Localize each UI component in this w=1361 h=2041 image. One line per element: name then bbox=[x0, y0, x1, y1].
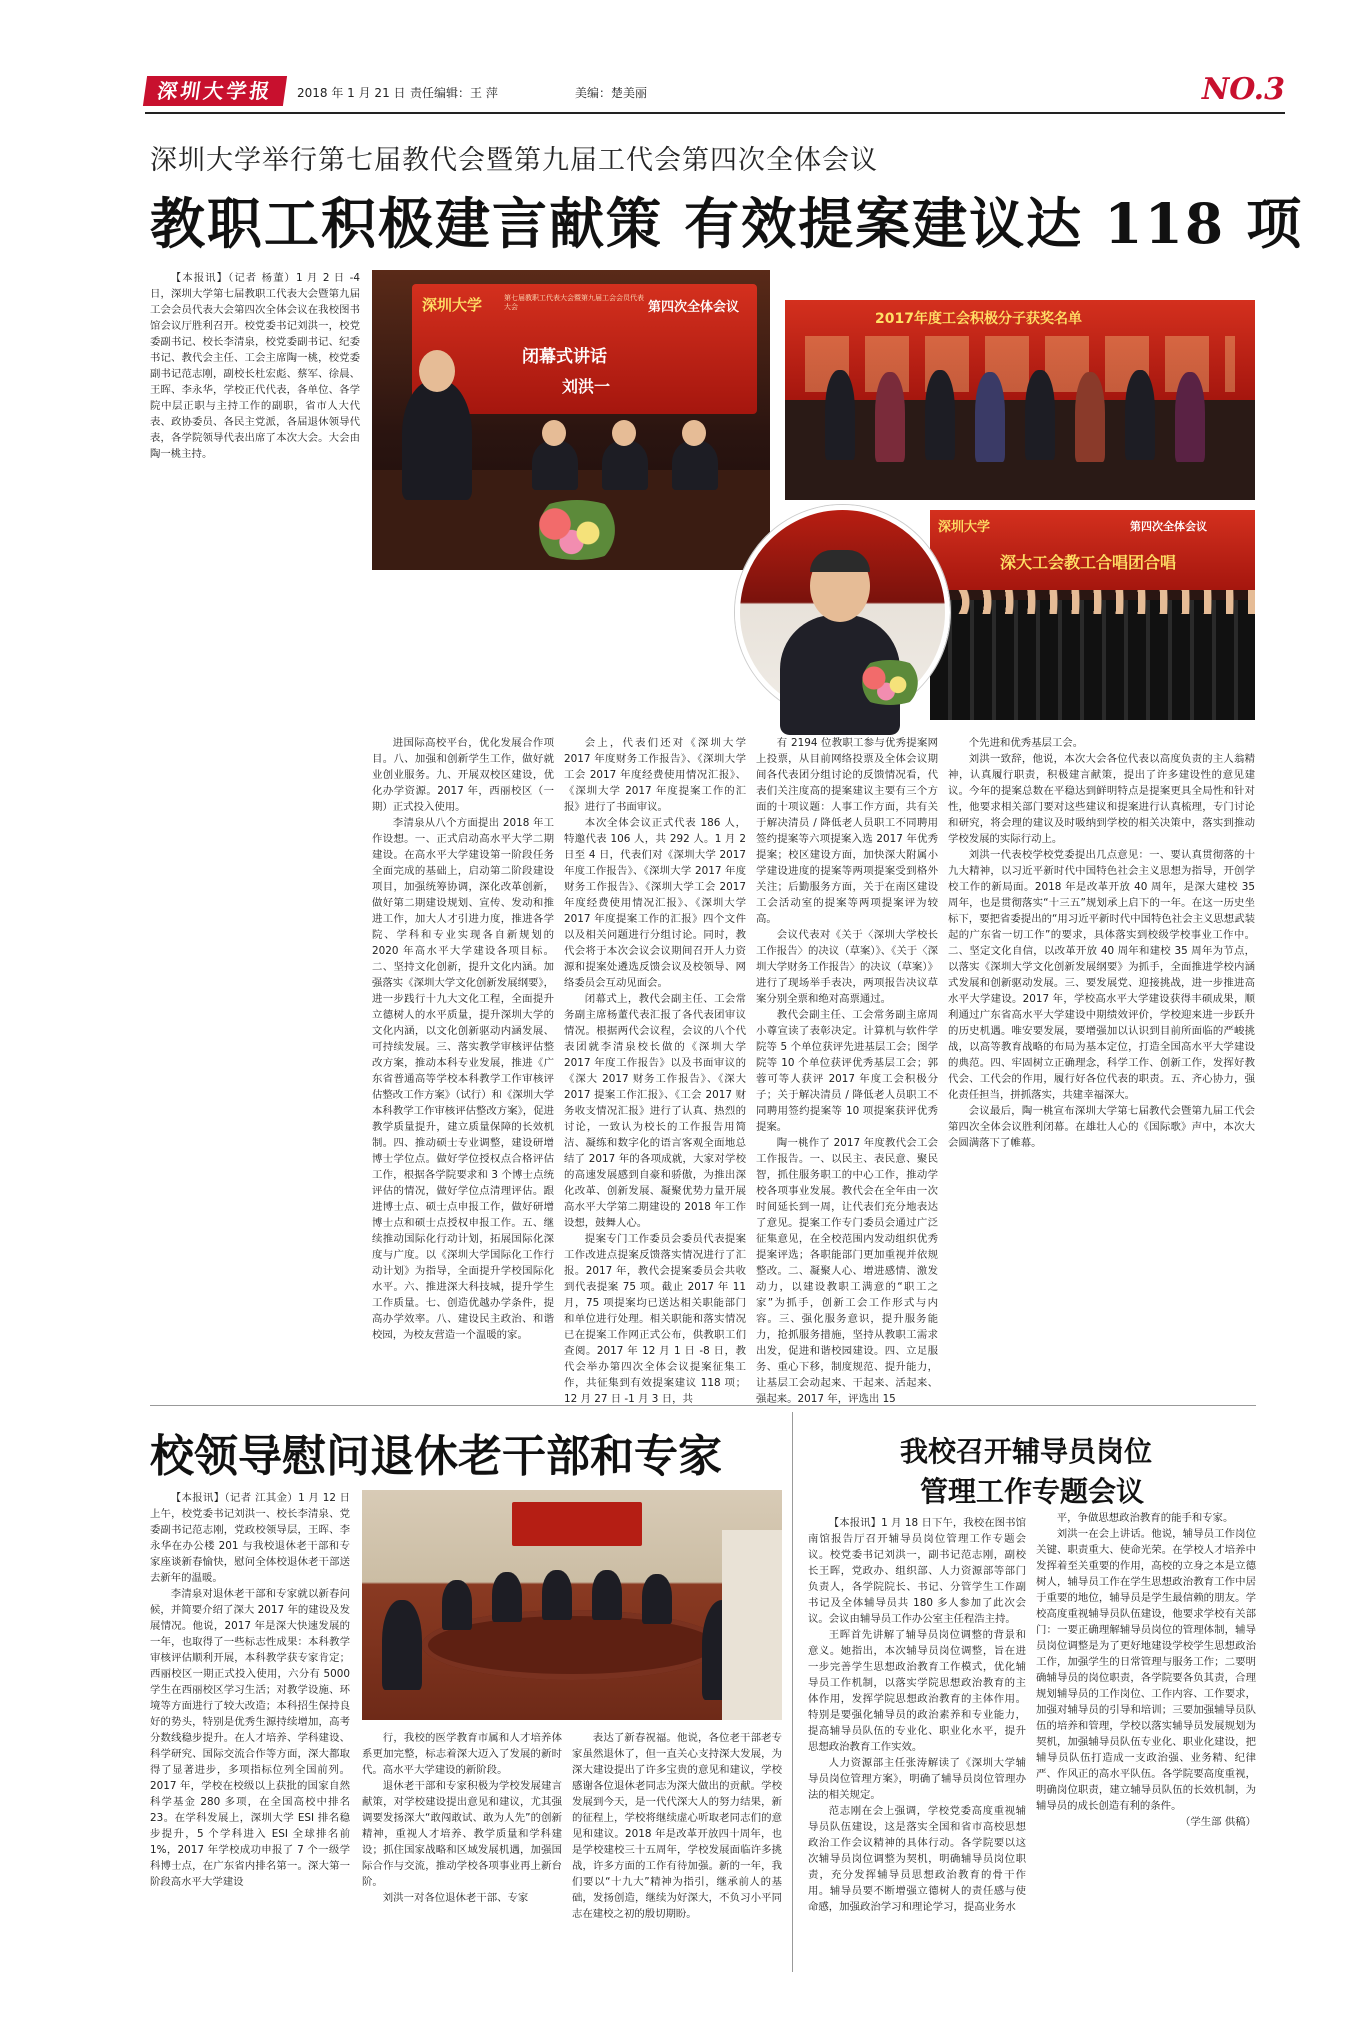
attendee-figure bbox=[532, 440, 578, 490]
awardee-figure bbox=[1025, 370, 1055, 460]
photo-speaker-closeup bbox=[735, 505, 950, 720]
lead-col5-para-4: 会议最后，陶一桃宣布深圳大学第七届教代会暨第九届工代会第四次全体会议胜利闭幕。在雄壮人心的《国际歌》声中，本次大会圆满落下了帷幕。 bbox=[948, 1105, 1255, 1149]
banner-subtitle: 第七届教职工代表大会暨第九届工会会员代表大会 bbox=[504, 294, 644, 311]
attendee-head bbox=[612, 420, 636, 446]
attendee-figure bbox=[602, 440, 648, 490]
photo-award-ceremony bbox=[785, 300, 1255, 500]
column-divider bbox=[792, 1412, 793, 1972]
participant-figure bbox=[492, 1572, 522, 1622]
choir-banner-title: 深大工会教工合唱团合唱 bbox=[1000, 553, 1177, 572]
lead-col2-para-1: 进国际高校平台，优化发展合作项目。八、加强和创新学生工作，做好就业创业服务。九、开展双校区建设，优化办学资源。2017 年，西丽校区（一期）正式投入使用。 bbox=[372, 737, 554, 813]
article3-col2-para-1: 平，争做思想政治教育的能手和专家。 bbox=[1056, 1512, 1234, 1524]
lead-column-4 bbox=[756, 735, 938, 1405]
awardee-figure bbox=[975, 372, 1005, 462]
lead-col5-para-2: 刘洪一致辞，他说，本次大会各位代表以高度负责的主人翁精神，认真履行职责，积极建言献策，提出了许多建设性的意见建议。今年的提案总数在平稳达到鲜明特点是提案更具全局性和针对性，他要求相关部门要对这些建议和提案进行认真梳理，专门讨论和研究，将会理的建议及时吸纳到学校的相关决策中，落实到推动学校发展的实际行动上。 bbox=[948, 753, 1255, 845]
window-curtain bbox=[722, 1530, 782, 1720]
lead-col4-para-2: 会议代表对《关于〈深圳大学校长工作报告〉的决议（草案）》、《关于〈深圳大学财务工作报告〉的决议（草案）》进行了现场举手表决，两项报告决议草案分别全票和绝对高票通过。 bbox=[756, 929, 938, 1005]
article3-headline-line-2: 管理工作专题会议 bbox=[920, 1475, 1145, 1508]
participant-figure bbox=[592, 1570, 622, 1620]
lead-col3-para-4: 提案专门工作委员会委员代表提案工作改进点提案反馈落实情况进行了汇报。2017 年，教代会提案委员会共收到代表提案 75 项。截止 2017 年 11 月，75 项提案均已送达相关职能部门和单位进行处理。相关职能和落实情况已在提案工作网正式公布，供教职工们查阅。2017 年 12 月 1 日 -8 日，教代会举办第四次全体会议提案征集工作，共征集到有效提案建议 118 项；12 月 27 日 -1 月 3 日，共 bbox=[564, 1233, 746, 1405]
article2-column-3 bbox=[572, 1730, 782, 1970]
banner-session-title: 第四次全体会议 bbox=[648, 300, 740, 315]
article2-col1-para-2: 李清泉对退休老干部和专家就以新春问候，并简要介绍了深大 2017 年的建设及发展情况。他说，2017 年是深大快速发展的一年，也取得了一些标志性成果：本科教学审核评估顺利开展，本科教学获专家肯定；西丽校区一期正式投入使用，六分有 5000 学生在西丽校区学习生活；对教学设施、环境等方面进行了较大改造；本科招生保持良好的势头，特别是优秀生源持续增加，高考分数线稳步提升。在人才培养、学科建设、科学研究、国际交流合作等方面，深大都取得了显著进步，多项指标位列全国前列。2017 年，学校在校级以上获批的国家自然科学基金 280 多项，在全国高校中排名 23。在学科发展上，深圳大学 ESI 排名稳步提升，5 个学科进入 ESI 全球排名前 1%，2017 年学校成功申报了 7 个一级学科博士点，在广东省内排名第一。深大第一阶段高水平大学建设 bbox=[150, 1588, 350, 1888]
lead-col5-para-3: 刘洪一代表校学校党委提出几点意见：一、要认真贯彻落的十九大精神，以习近平新时代中国特色社会主义思想为指导，开创学校工作的新局面。2018 年是改革开放 40 周年，是深大建校 35 周年，也是贯彻落实“十三五”规划承上启下的一年。在这一历史坐标下，要把省委提出的“用习近平新时代中国特色社会主义思想武装起的广东省一切工作”的要求，具体落实到校级学校事业工作中。二、坚定文化自信，以改革开放 40 周年和建校 35 周年为节点，以落实《深圳大学文化创新发展纲要》为抓手，全面推进学校内涵式发展和创新驱动发展。三、要发展党、迎接挑战，进一步推进高水平大学建设。2017 年，学校高水平大学建设获得丰硕成果，顺利通过广东省高水平大学建设中期绩效评价，学校迎来进一步跃升的历史机遇。唯安要发展，要增强加以认识到目前所面临的严峻挑战，以高等教育战略的布局为基本定位，打造全国高水平大学建设的典范。四、牢固树立正确理念，科学工作、创新工作，发挥好教代会、工代会的作用，履行好各位代表的职责。五、齐心协力，强化责任担当，拼抓落实，共建幸福深大。 bbox=[948, 849, 1255, 1101]
choir-banner bbox=[930, 510, 1255, 590]
lead-column-3 bbox=[564, 735, 746, 1405]
lead-subtitle: 深圳大学举行第七届教代会暨第九届工代会第四次全体会议 bbox=[150, 145, 878, 176]
issue-date: 2018 年 1 月 21 日 bbox=[297, 86, 406, 100]
photo-retiree-meeting bbox=[362, 1490, 782, 1720]
flower-arrangement bbox=[850, 660, 930, 705]
photo-choir bbox=[930, 510, 1255, 720]
page-number: NO.3 bbox=[1201, 72, 1285, 107]
article2-headline: 校领导慰问退休老干部和专家 bbox=[150, 1431, 722, 1482]
choir-heads bbox=[930, 590, 1255, 614]
article3-col1-para-1: 【本报讯】1 月 18 日下午，我校在图书馆南馆报告厅召开辅导员岗位管理工作专题会议。校党委书记刘洪一，副书记范志刚，副校长王晖，党政办、组织部、人力资源部等部门负责人，各学院院长、书记、分管学生工作副书记及全体辅导员共 180 多人参加了此次会议。会议由辅导员工作办公室主任程浩主持。 bbox=[808, 1517, 1026, 1625]
banner-caption-speaker: 刘洪一 bbox=[562, 377, 611, 396]
responsible-editor: 责任编辑：王 萍 bbox=[410, 86, 498, 100]
article3-col1-para-4: 范志刚在会上强调，学校党委高度重视辅导员队伍建设，这是落实全国和省市高校思想政治工作会议精神的具体行动。各学院要以这次辅导员岗位调整为契机，明确辅导员岗位职责，充分发挥辅导员思想政治教育的骨干作用。辅导员要不断增强立德树人的责任感与使命感，加强政治学习和理论学习，提高业务水 bbox=[808, 1805, 1026, 1913]
lead-col3-para-2: 本次全体会议正式代表 186 人，特邀代表 106 人，共 292 人。1 月 2 日至 4 日，代表们对《深圳大学 2017 年度工作报告》、《深圳大学 2017 年度财务工作报告》、《深圳大学工会 2017 年度经费使用情况汇报》、《深圳大学 2017 年度提案工作的汇报》四个文件以及相关问题进行分组讨论。同时，教代会将于本次会议会议期间召开人力资源和提案处遴选反馈会议及校领导、网络委员会互动见面会。 bbox=[564, 817, 746, 989]
choir-singers bbox=[930, 600, 1255, 720]
choir-banner-session: 第四次全体会议 bbox=[1130, 520, 1207, 533]
lead-col2-para-2: 李清泉从八个方面提出 2018 年工作设想。一、正式启动高水平大学二期建设。在高水平大学建设第一阶段任务全面完成的基础上，启动第二阶段建设项目，加强统筹协调，深化改革创新，做好第二期建设规划、宣传、发动和推进工作，加大人才引进力度，推进各学院、学科和专业实现各自新规划的 2020 年高水平大学建设各项目标。二、坚持文化创新，提升文化内涵。加强落实《深圳大学文化创新发展纲要》，进一步践行十九大文化工程，全面提升立德树人的水平质量，提升深圳大学的文化内涵，以文化创新驱动内涵发展、可持续发展。三、落实教学审核评估整改方案，推动本科专业发展，推进《广东省普通高等学校本科教学工作审核评估整改工作方案》（试行）和《深圳大学本科教学工作审核评估整改方案》，促进教学质量提升，建立质量保障的长效机制。四、推动硕士专业调整，建设研增博士学位点。做好学位授权点合格评估工作，根据各学院要求和 3 个博士点统评估的情况，做好学位点清理评估。跟进博士点、硕士点申报工作，做好研增博士点和硕士点授权申报工作。五、继续推动国际化行动计划，拓展国际化深度与广度。以《深圳大学国际化工作行动计划》为指导，全面提升学校国际化水平。六、推进深大科技城，提升学生工作质量。七、创造优越办学条件，提高办学效率。八、建设民主政治、和谐校园，为校友营造一个温暖的家。 bbox=[372, 817, 554, 1341]
masthead bbox=[145, 72, 1285, 114]
speaker-figure bbox=[402, 380, 472, 500]
article2-col1-para-1: 【本报讯】（记者 江其金）1 月 12 日上午，校党委书记刘洪一、校长李清泉、党委副书记范志刚，党政校领导层，王晖、李永华在办公楼 201 与我校退休老干部和专家座谈新春愉快，慰问全体校退休老干部送去新年的温暖。 bbox=[150, 1492, 350, 1584]
lead-col1-para-1: 【本报讯】（记者 杨董）1 月 2 日 -4 日，深圳大学第七届教职工代表大会暨第九届工会会员代表大会第四次全体会议在我校图书馆会议厅胜利召开。校党委书记刘洪一，校党委副书记、校长李清泉，校党委副书记、纪委书记、教代会主任、工会主席陶一桃，校党委副书记范志刚，副校长杜宏彪、蔡军、徐晨、王晖、李永华，学校正代代表，各单位、各学院中层正职与主持工作的副职，省市人大代表、政协委员、各民主党派，各届退休领导代表，各学院领导代表出席了本次大会。大会由陶一桃主持。 bbox=[150, 272, 360, 460]
participant-figure bbox=[642, 1574, 672, 1624]
participant-figure bbox=[382, 1600, 422, 1690]
awardee-figure bbox=[875, 372, 905, 462]
article2-col2-para-3: 刘洪一对各位退休老干部、专家 bbox=[382, 1892, 529, 1904]
article3-col1-para-3: 人力资源部主任张涛解读了《深圳大学辅导员岗位管理方案》，明确了辅导员岗位管理办法的相关规定。 bbox=[808, 1757, 1026, 1801]
participant-figure bbox=[542, 1570, 572, 1620]
article3-byline: （学生部 供稿） bbox=[1179, 1816, 1256, 1828]
article3-headline-line-1: 我校召开辅导员岗位 bbox=[900, 1435, 1153, 1468]
lead-col4-para-1: 有 2194 位教职工参与优秀提案网上投票，从目前网络投票及全体会议期间各代表团分组讨论的反馈情况看，代表们关注度高的提案建议主要有三个方面的十项议题：人事工作方面，共有关于解决清员 / 降低老人员职工不同聘用签约提案等六项提案入选 2017 年优秀提案；校区建设方面，加快深大附属小学建设进度的提案等两项提案受到格外关注；后勤服务方面，关于在南区建设工会活动室的提案等两项提案评为较高。 bbox=[756, 737, 938, 925]
art-editor: 美编：楚美丽 bbox=[575, 86, 648, 100]
lead-column-5 bbox=[948, 735, 1255, 1350]
article3-col1-para-2: 王晖首先讲解了辅导员岗位调整的背景和意义。她指出，本次辅导员岗位调整，旨在进一步完善学生思想政治教育工作模式，优化辅导员工作机制，以落实学院思想政治教育的主体作用，发挥学院思想政治教育的主体作用。特别是要强化辅导员的政治素养和专业能力，提高辅导员队伍的专业化、职业化水平，提升思想政治教育工作实效。 bbox=[808, 1629, 1026, 1753]
attendee-head bbox=[542, 420, 566, 446]
meeting-banner bbox=[512, 1502, 642, 1546]
article3-col2-para-2: 刘洪一在会上讲话。他说，辅导员工作岗位关键、职责重大、使命光荣。在学校人才培养中发挥着至关重要的作用，高校的立身之本是立德树人，辅导员工作在学生思想政治教育工作中居于重要的地位，辅导员是学生最信赖的朋友。学校高度重视辅导员队伍建设，他要求学校有关部门：一要正确理解辅导员岗位的管理体制，辅导员岗位调整是为了更好地建设学校学生思想政治工作，加强学生的日常管理与服务工作；二要明确辅导员的岗位职责，各学院要各负其责，合理规划辅导员的工作岗位、工作内容、工作要求，加强对辅导员的引导和培训；三要加强辅导员队伍的培养和管理，学校以落实辅导员发展规划为契机，加强辅导员队伍专业化、职业化建设，把辅导员队伍打造成一支政治强、业务精、纪律严、作风正的高水平队伍。各学院要高度重视，明确岗位职责，建立辅导员队伍的长效机制，为辅导员的成长创造有利的条件。 bbox=[1036, 1528, 1256, 1812]
lead-headline: 教职工积极建言献策 有效提案建议达 118 项 bbox=[150, 191, 1304, 256]
awardee-figure bbox=[825, 370, 855, 460]
lead-col4-para-4: 陶一桃作了 2017 年度教代会工会工作报告。一、以民主、表民意、聚民智，抓住服务职工的中心工作，推动学校各项事业发展。教代会在全年由一次时间延长到一周，让代表们充分地表达了意见。提案工作专门委员会通过广泛征集意见，在全校范围内发动组织优秀提案评选；各职能部门更加重视并依规整改。二、凝聚人心、增进感情、激发动力，以建设教职工满意的“职工之家”为抓手，创新工会工作形式与内容。三、强化服务意识，提升服务能力，抢抓服务措施，坚持从教职工需求出发，促进和谐校园建设。四、立足服务、重心下移，制度规范、提升能力，让基层工会动起来、干起来、活起来、强起来。2017 年，评选出 15 bbox=[756, 1137, 938, 1405]
attendee-figure bbox=[672, 440, 718, 490]
speaker-hair bbox=[810, 550, 870, 572]
lead-column-2 bbox=[372, 735, 554, 1350]
lead-col4-para-3: 教代会副主任、工会常务副主席周小尊宣读了表彰决定。计算机与软件学院等 5 个单位获评先进基层工会；图学院等 10 个单位获评优秀基层工会；郭蓉可等人获评 2017 年度工会积极分子；关于解决清员 / 降低老人员职工不同聘用签约提案等 10 项提案获评优秀提案。 bbox=[756, 1009, 938, 1133]
lead-col5-para-1: 个先进和优秀基层工会。 bbox=[968, 737, 1084, 749]
choir-banner-school: 深圳大学 bbox=[938, 520, 991, 535]
attendee-head bbox=[682, 420, 706, 446]
speaker-head bbox=[419, 350, 455, 392]
article3-column-2 bbox=[1036, 1440, 1256, 1970]
article2-column-2 bbox=[362, 1730, 562, 1970]
award-banner-title: 2017年度工会积极分子获奖名单 bbox=[875, 311, 1082, 327]
stage-banner bbox=[412, 284, 757, 414]
article2-col2-para-1: 行，我校的医学教育市属和人才培养体系更加完整，标志着深大迈入了发展的新时代。高水平大学建设的新阶段。 bbox=[362, 1732, 562, 1776]
awardee-figure bbox=[1075, 372, 1105, 462]
banner-caption-speech: 闭幕式讲话 bbox=[522, 347, 607, 367]
awardee-figure bbox=[925, 370, 955, 460]
participant-figure bbox=[442, 1580, 472, 1630]
award-name-list bbox=[805, 336, 1235, 392]
awardee-figure bbox=[1175, 372, 1205, 462]
banner-school-name: 深圳大学 bbox=[422, 296, 483, 314]
article2-col3-para-1: 表达了新春祝福。他说，各位老干部老专家虽然退休了，但一直关心支持深大发展，为深大建设提出了许多宝贵的意见和建议，学校感谢各位退休老同志为深大做出的贡献。学校发展到今天，是一代代深大人的努力结果，新的征程上，学校将继续虚心听取老同志们的意见和建议。2018 年是改革开放四十周年，也是学校建校三十五周年，学校发展面临许多挑战，许多方面的工作有待加强。新的一年，我们要以“十九大”精神为指引，继承前人的基础，发扬创造，继续为好深大，不负习小平同志在建校之初的殷切期盼。 bbox=[572, 1732, 782, 1920]
photo-closing-speech bbox=[372, 270, 770, 570]
awardee-figure bbox=[1125, 370, 1155, 460]
lead-col3-para-3: 闭幕式上，教代会副主任、工会常务副主席杨董代表汇报了各代表团审议情况。根据两代会议程，会议的八个代表团就李清泉校长做的《深圳大学 2017 年度工作报告》以及书面审议的《深大 2017 财务工作报告》、《深大 2017 提案工作汇报》、《工会 2017 财务收支情况汇报》进行了认真、热烈的讨论，一致认为校长的工作报告用简洁、凝练和数字化的语言客观全面地总结了 2017 年的各项成就，大家对学校的高速发展感到自豪和骄傲，为推出深化改革、创新发展、凝聚优势力量开展高水平大学第二期建设的 2018 年工作设想，鼓舞人心。 bbox=[564, 993, 746, 1229]
lead-col3-para-1: 会上，代表们还对《深圳大学 2017 年度财务工作报告》、《深圳大学工会 2017 年度经费使用情况汇报》、《深圳大学 2017 年度提案工作的汇报》进行了书面审议。 bbox=[564, 737, 746, 813]
article3-column-1 bbox=[808, 1515, 1026, 1970]
article2-column-1 bbox=[150, 1490, 350, 1970]
newspaper-logo: 深圳大学报 bbox=[143, 76, 287, 106]
article2-col2-para-2: 退休老干部和专家积极为学校发展建言献策，对学校建设提出意见和建议，尤其强调要发扬深大“敢闯敢试、敢为人先”的创新精神，重视人才培养、教学质量和学科建设；抓住国家战略和区域发展机遇，加强国际合作与交流，推动学校各项事业再上新台阶。 bbox=[362, 1780, 562, 1888]
section-divider bbox=[150, 1405, 1256, 1406]
lead-column-1-cont bbox=[150, 730, 360, 1340]
flower-arrangement bbox=[522, 500, 632, 560]
